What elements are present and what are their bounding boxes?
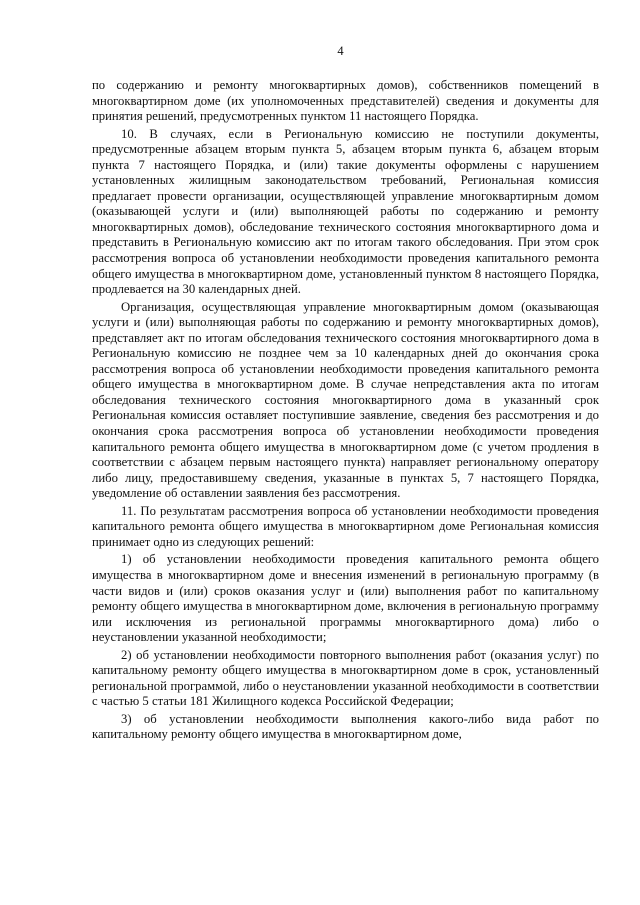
page-number: 4: [337, 44, 344, 58]
paragraph-item-11: 11. По результатам рассмотрения вопроса об установлении необходимости проведения капитального ремонта общего имущества в многоквартирном доме Региональная комиссия принимает одно из следующих решений:: [92, 503, 599, 549]
document-body: [92, 78, 599, 743]
paragraph-continuation: по содержанию и ремонту многоквартирных домов), собственников помещений в многоквартирном доме (их уполномоченных представителей) сведения и документы для принятия решений, предусмотренных пунктом 11 настоящего Порядка.: [92, 78, 599, 124]
paragraph-item-10: 10. В случаях, если в Региональную комиссию не поступили документы, предусмотренные абзацем вторым пункта 5, абзацем вторым пункта 6, абзацем вторым пункта 7 настоящего Порядка, и (или) такие документы оформлены с нарушением установленных жилищным законодательством требований, Региональная комиссия предлагает провести организации, осуществляющей управление многоквартирным домом (оказывающей услуги и (или) выполняющей работы по содержанию и ремонту многоквартирных домов), обследование технического состояния многоквартирного дома и представить в Региональную комиссию акт по итогам такого обследования. При этом срок рассмотрения вопроса об установлении необходимости проведения капитального ремонта общего имущества в многоквартирном доме, установленный пунктом 8 настоящего Порядка, продлевается на 30 календарных дней.: [92, 126, 599, 297]
paragraph-decision-2: 2) об установлении необходимости повторного выполнения работ (оказания услуг) по капитальному ремонту общего имущества в многоквартирном доме в срок, установленный региональной программой, либо о неустановлении указанной необходимости в соответствии с частью 5 статьи 181 Жилищного кодекса Российской Федерации;: [92, 647, 599, 709]
paragraph-organization: Организация, осуществляющая управление многоквартирным домом (оказывающая услуги и (или) выполняющая работы по содержанию и ремонту многоквартирных домов), представляет акт по итогам обследования технического состояния многоквартирного дома в Региональную комиссию не позднее чем за 10 календарных дней до окончания срока рассмотрения вопроса об установлении необходимости проведения капитального ремонта общего имущества в многоквартирном доме. В случае непредставления акта по итогам обследования технического состояния многоквартирного дома в указанный срок Региональная комиссия оставляет поступившие заявление, сведения без рассмотрения и до окончания срока рассмотрения вопроса об установлении необходимости проведения капитального ремонта общего имущества в многоквартирном доме (с учетом продления в соответствии с абзацем первым настоящего пункта) направляет региональному оператору либо лицу, предоставившему сведения, указанные в пунктах 5, 7 настоящего Порядка, уведомление об оставлении заявления без рассмотрения.: [92, 299, 599, 501]
paragraph-decision-1: 1) об установлении необходимости проведения капитального ремонта общего имущества в многоквартирном доме и внесения изменений в региональную программу (в части видов и (или) сроков оказания услуг и (или) выполнения работ по капитальному ремонту общего имущества в многоквартирном доме, включения в региональную программу или исключения из региональной программы многоквартирного дома) либо о неустановлении указанной необходимости;: [92, 552, 599, 645]
paragraph-decision-3: 3) об установлении необходимости выполнения какого-либо вида работ по капитальному ремонту общего имущества в многоквартирном доме,: [92, 711, 599, 742]
